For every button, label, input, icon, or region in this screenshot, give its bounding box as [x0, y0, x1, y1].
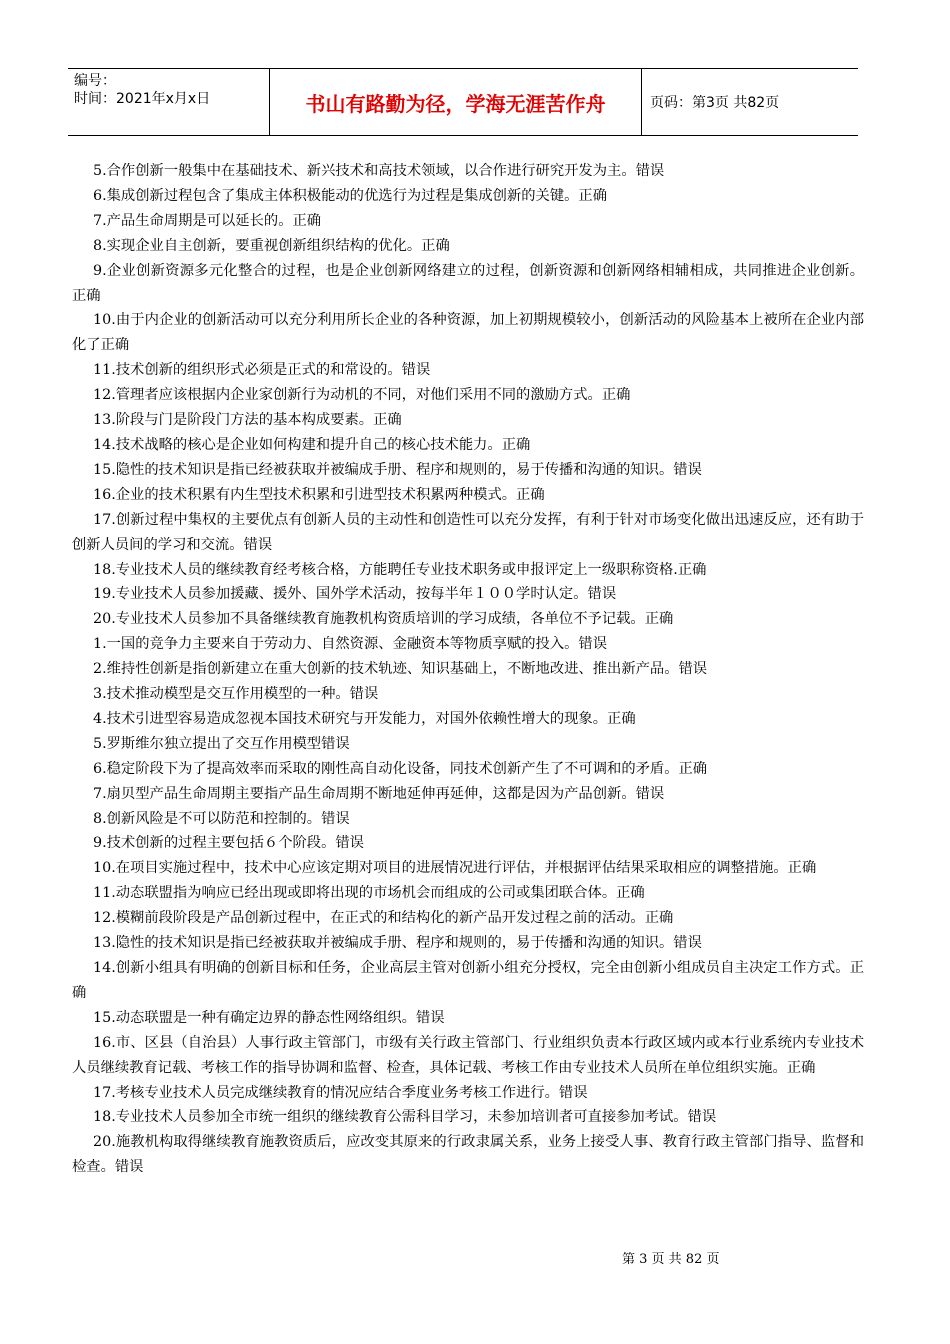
statement-item: 7.扇贝型产品生命周期主要指产品生命周期不断地延伸再延伸，这都是因为产品创新。错误 [93, 785, 665, 802]
statement-item: 11.动态联盟指为响应已经出现或即将出现的市场机会而组成的公司或集团联合体。正确 [93, 885, 645, 902]
statement-item: 4.技术引进型容易造成忽视本国技术研究与开发能力，对国外依赖性增大的现象。正确 [93, 710, 636, 727]
statement-item: 6.集成创新过程包含了集成主体积极能动的优选行为过程是集成创新的关键。正确 [93, 187, 608, 204]
page-header [68, 68, 858, 136]
statement-item: 1.一国的竞争力主要来自于劳动力、自然资源、金融资本等物质享赋的投入。错误 [93, 636, 608, 653]
document-number-label: 编号： [74, 73, 116, 89]
statement-item: 10.由于内企业的创新活动可以充分利用所长企业的各种资源，加上初期规模较小，创新活动的风险基本上被所在企业内部化了正确 [72, 312, 864, 354]
header-motto: 书山有路勤为径，学海无涯苦作舟 [269, 69, 642, 135]
statement-item: 18.专业技术人员参加全市统一组织的继续教育公需科目学习，未参加培训者可直接参加考试。错误 [93, 1109, 717, 1126]
statement-item: 8.实现企业自主创新，要重视创新组织结构的优化。正确 [93, 237, 450, 254]
statement-item: 15.动态联盟是一种有确定边界的静态性网络组织。错误 [93, 1009, 445, 1026]
statement-item: 2.维持性创新是指创新建立在重大创新的技术轨迹、知识基础上，不断地改进、推出新产品。错误 [93, 661, 708, 678]
statement-item: 5.合作创新一般集中在基础技术、新兴技术和高技术领域，以合作进行研究开发为主。错误 [93, 163, 665, 179]
statement-item: 9.企业创新资源多元化整合的过程，也是企业创新网络建立的过程，创新资源和创新网络相辅相成，共同推进企业创新。正确 [72, 262, 864, 304]
statement-item: 15.隐性的技术知识是指已经被获取并被编成手册、程序和规则的，易于传播和沟通的知识。错误 [93, 461, 702, 478]
header-page-number: 页码：第3页 共82页 [650, 95, 780, 111]
statement-item: 8.创新风险是不可以防范和控制的。错误 [93, 810, 350, 827]
statement-item: 17.创新过程中集权的主要优点有创新人员的主动性和创造性可以充分发挥，有利于针对市场变化做出迅速反应，还有助于创新人员间的学习和交流。错误 [72, 511, 864, 553]
statement-item: 19.专业技术人员参加援藏、援外、国外学术活动，按每半年１００学时认定。错误 [93, 586, 617, 603]
statement-item: 7.产品生命周期是可以延长的。正确 [93, 212, 322, 229]
statement-item: 20.专业技术人员参加不具备继续教育施教机构资质培训的学习成绩，各单位不予记载。正确 [93, 611, 674, 628]
statement-item: 13.阶段与门是阶段门方法的基本构成要素。正确 [93, 412, 402, 429]
header-meta [68, 69, 268, 135]
statement-item: 5.罗斯维尔独立提出了交互作用模型错误 [93, 735, 350, 752]
statement-item: 18.专业技术人员的继续教育经考核合格，方能聘任专业技术职务或申报评定上一级职称资格.正确 [93, 561, 707, 578]
statement-item: 11.技术创新的组织形式必须是正式的和常设的。错误 [93, 362, 431, 379]
statement-item: 14.创新小组具有明确的创新目标和任务，企业高层主管对创新小组充分授权，完全由创新小组成员自主决定工作方式。正确 [72, 960, 864, 1001]
question-list [72, 159, 864, 1180]
statement-item: 9.技术创新的过程主要包括６个阶段。错误 [93, 835, 364, 852]
statement-item: 3.技术推动模型是交互作用模型的一种。错误 [93, 686, 379, 703]
statement-item: 16.企业的技术积累有内生型技术积累和引进型技术积累两种模式。正确 [93, 486, 545, 503]
page-footer: 第 3 页 共 82 页 [622, 1252, 720, 1267]
statement-item: 16.市、区县（自治县）人事行政主管部门，市级有关行政主管部门、行业组织负责本行政区域内或本行业系统内专业技术人员继续教育记载、考核工作的指导协调和监督、检查，具体记载、考核工作由专业技术人员所在单位组织实施。正确 [72, 1034, 864, 1076]
statement-item: 13.隐性的技术知识是指已经被获取并被编成手册、程序和规则的，易于传播和沟通的知识。错误 [93, 935, 702, 952]
statement-item: 6.稳定阶段下为了提高效率而采取的刚性高自动化设备，同技术创新产生了不可调和的矛盾。正确 [93, 760, 708, 777]
statement-item: 14.技术战略的核心是企业如何构建和提升自己的核心技术能力。正确 [93, 436, 531, 453]
statement-item: 17.考核专业技术人员完成继续教育的情况应结合季度业务考核工作进行。错误 [93, 1084, 588, 1101]
statement-item: 20.施教机构取得继续教育施教资质后，应改变其原来的行政隶属关系，业务上接受人事、教育行政主管部门指导、监督和检查。错误 [72, 1134, 864, 1176]
statement-item: 12.管理者应该根据内企业家创新行为动机的不同，对他们采用不同的激励方式。正确 [93, 387, 631, 404]
document-time-label: 时间：2021年x月x日 [74, 91, 211, 107]
statement-item: 10.在项目实施过程中，技术中心应该定期对项目的进展情况进行评估，并根据评估结果采取相应的调整措施。正确 [93, 860, 817, 877]
statement-item: 12.模糊前段阶段是产品创新过程中，在正式的和结构化的新产品开发过程之前的活动。正确 [93, 910, 674, 927]
